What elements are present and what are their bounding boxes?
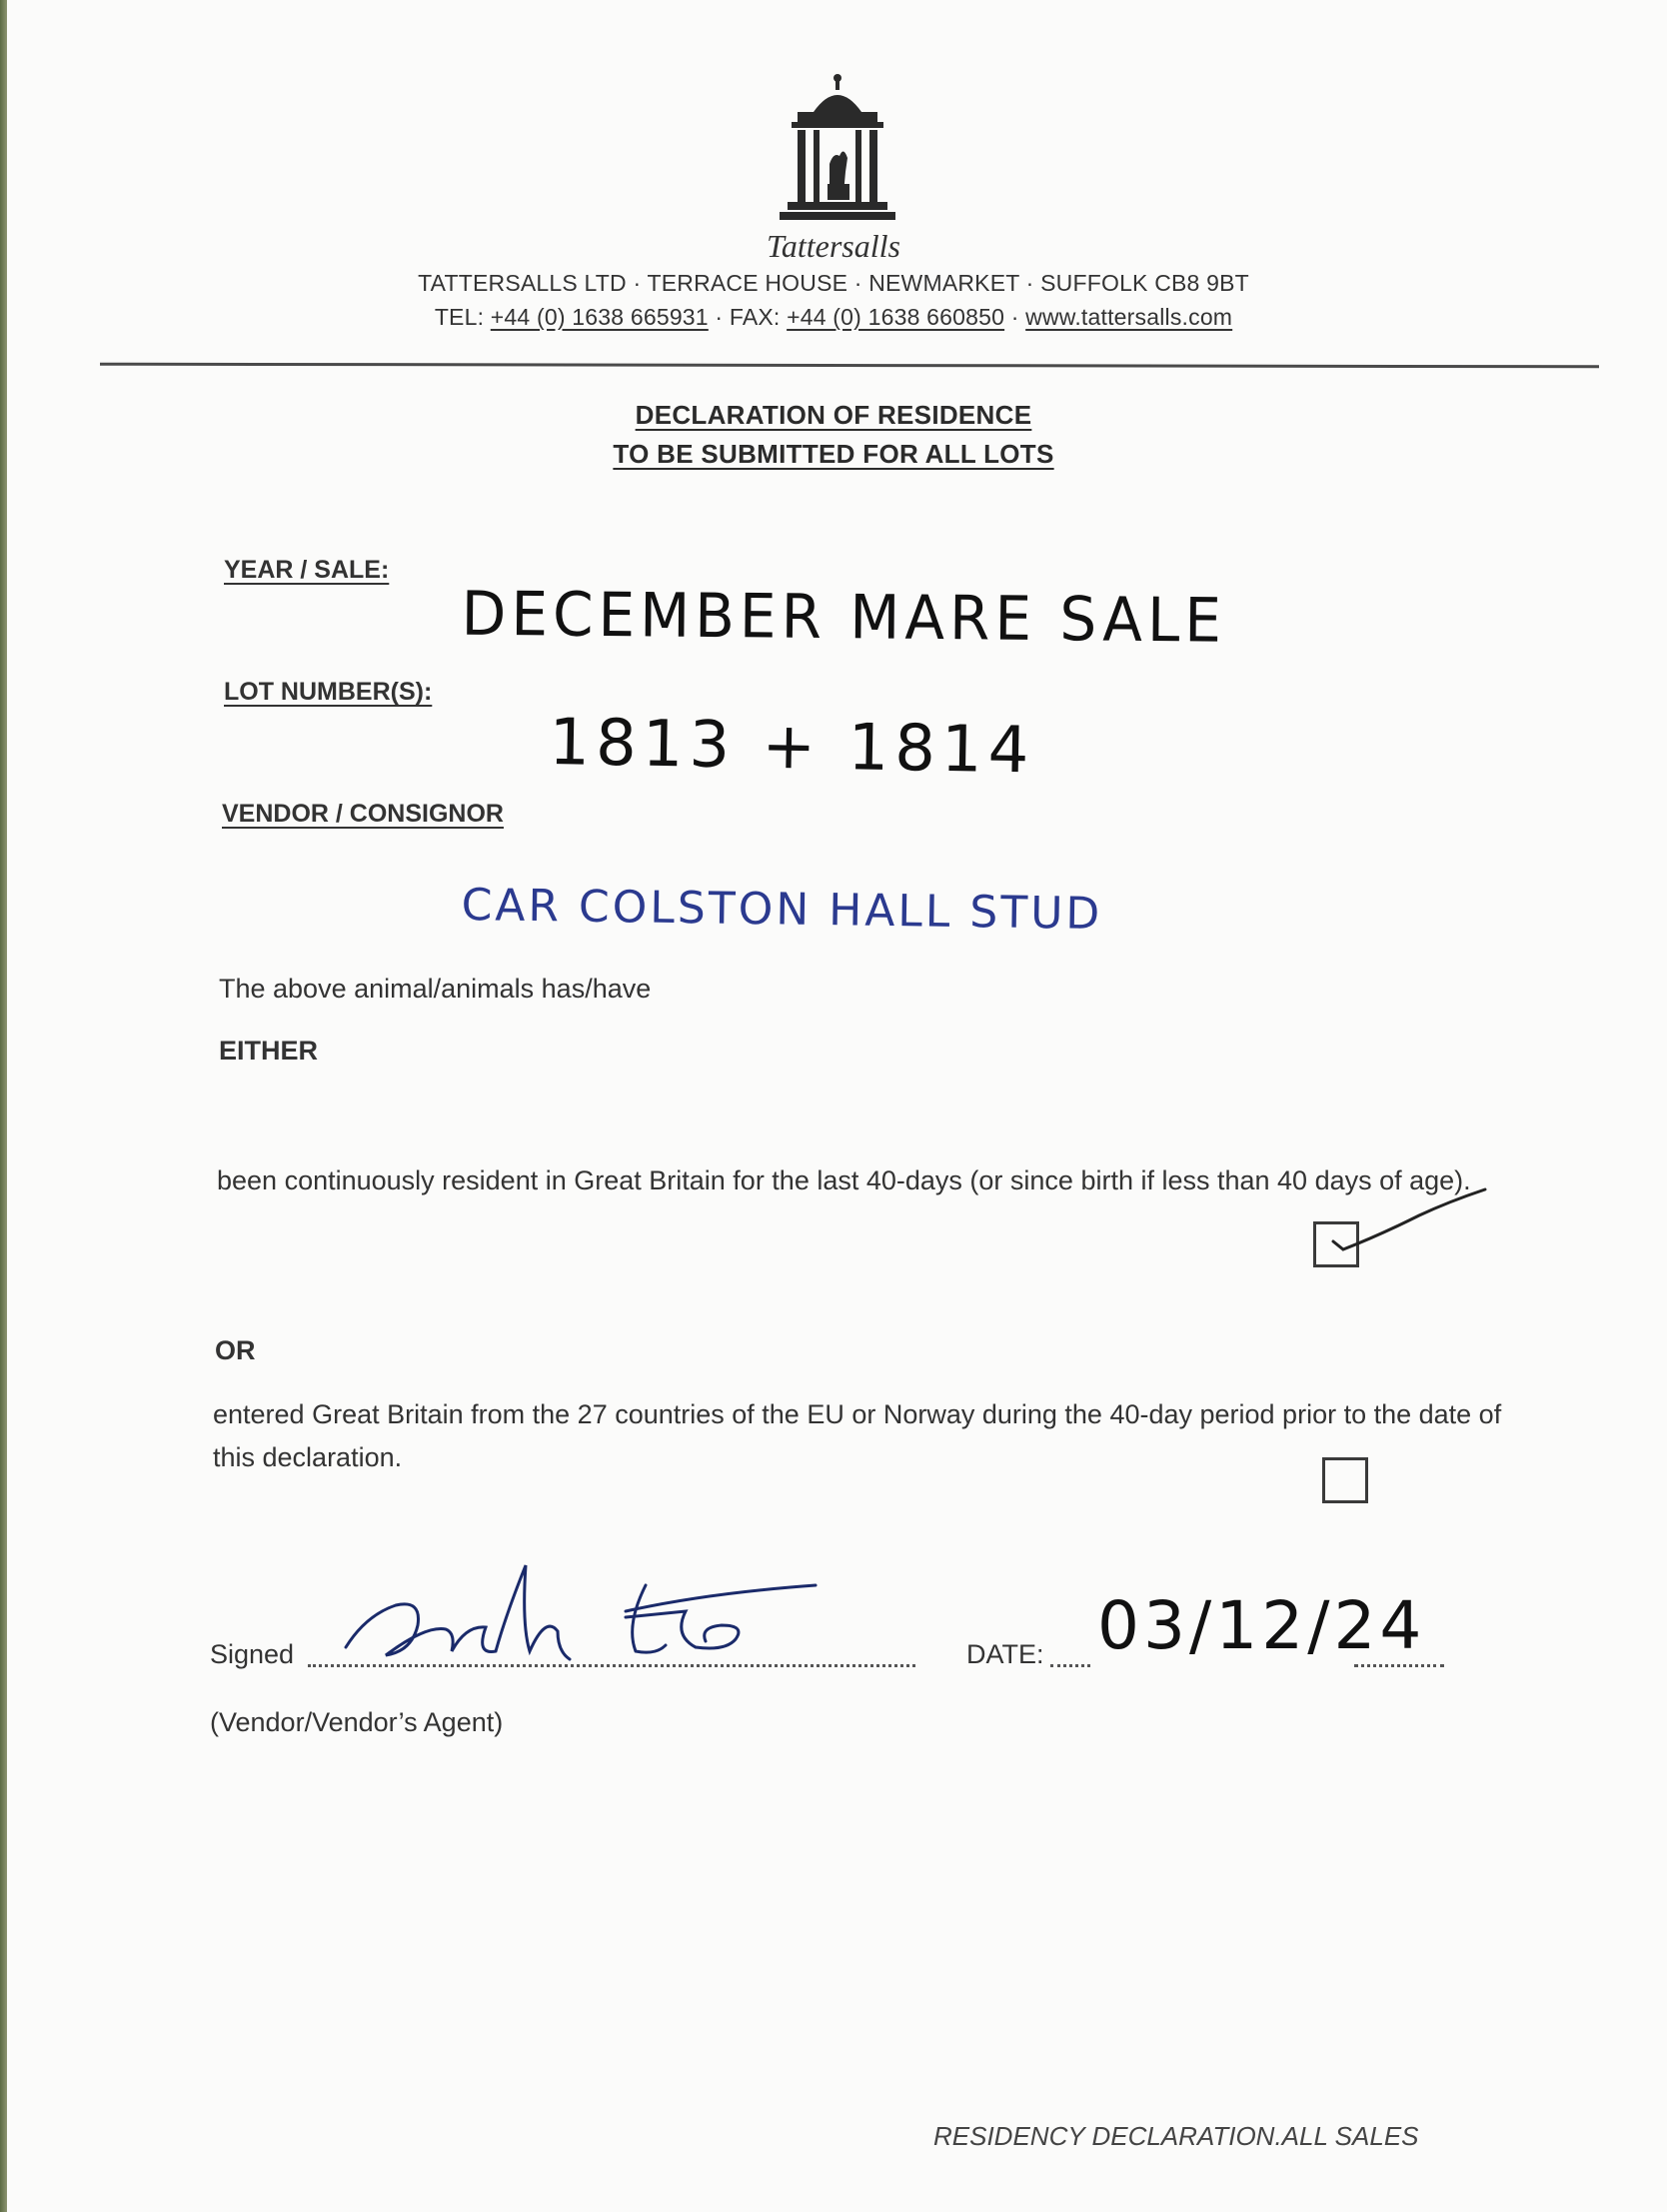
or-heading: OR [215,1335,256,1365]
vendor-label: VENDOR / CONSIGNOR [222,800,504,828]
handwritten-signature[interactable] [326,1555,826,1685]
website-link[interactable]: www.tattersalls.com [1025,304,1233,330]
fax-label: · FAX: [708,304,788,330]
brand-name: Tattersalls [767,228,900,264]
contact-line [250,304,1417,331]
year-sale-label: YEAR / SALE: [224,556,390,584]
company-address: TATTERSALLS LTD · TERRACE HOUSE · NEWMARKET · SUFFOLK CB8 9BT [418,270,1249,296]
option2-text: entered Great Britain from the 27 countries of the EU or Norway during the 40-day period prior to the date of this declaration. [213,1399,1502,1472]
scan-edge [0,0,7,2212]
lot-number-value[interactable]: 1813 + 1814 [548,706,1035,789]
lot-number-label: LOT NUMBER(S): [224,678,433,706]
date-line-right [1354,1664,1444,1667]
tattersalls-rotunda-logo [778,72,897,230]
date-value[interactable]: 03/12/24 [1097,1587,1426,1664]
date-label: DATE: [966,1639,1044,1669]
form-title: DECLARATION OF RESIDENCE [635,400,1032,430]
tel-number: +44 (0) 1638 665931 [490,304,709,330]
year-sale-value[interactable]: DECEMBER MARE SALE [461,578,1227,657]
intro-text: The above animal/animals has/have [219,974,652,1004]
option1-text: been continuously resident in Great Britain for the last 40-days (or since birth if less than 40 days of age). [217,1165,1471,1195]
tel-label: TEL: [434,304,491,330]
either-heading: EITHER [219,1036,319,1066]
vendor-value[interactable]: CAR COLSTON HALL STUD [461,880,1103,940]
option2-checkbox[interactable] [1322,1457,1368,1503]
signatory-role: (Vendor/Vendor’s Agent) [210,1707,504,1737]
fax-number: +44 (0) 1638 660850 [787,304,1005,330]
date-line-left [1050,1664,1090,1667]
option1-checkbox[interactable] [1313,1221,1359,1267]
contact-separator: · [1004,304,1026,330]
signed-label: Signed [210,1639,295,1669]
form-subtitle: TO BE SUBMITTED FOR ALL LOTS [613,439,1054,469]
footer-text: RESIDENCY DECLARATION.ALL SALES [933,2121,1419,2151]
document-page [7,0,1667,2212]
